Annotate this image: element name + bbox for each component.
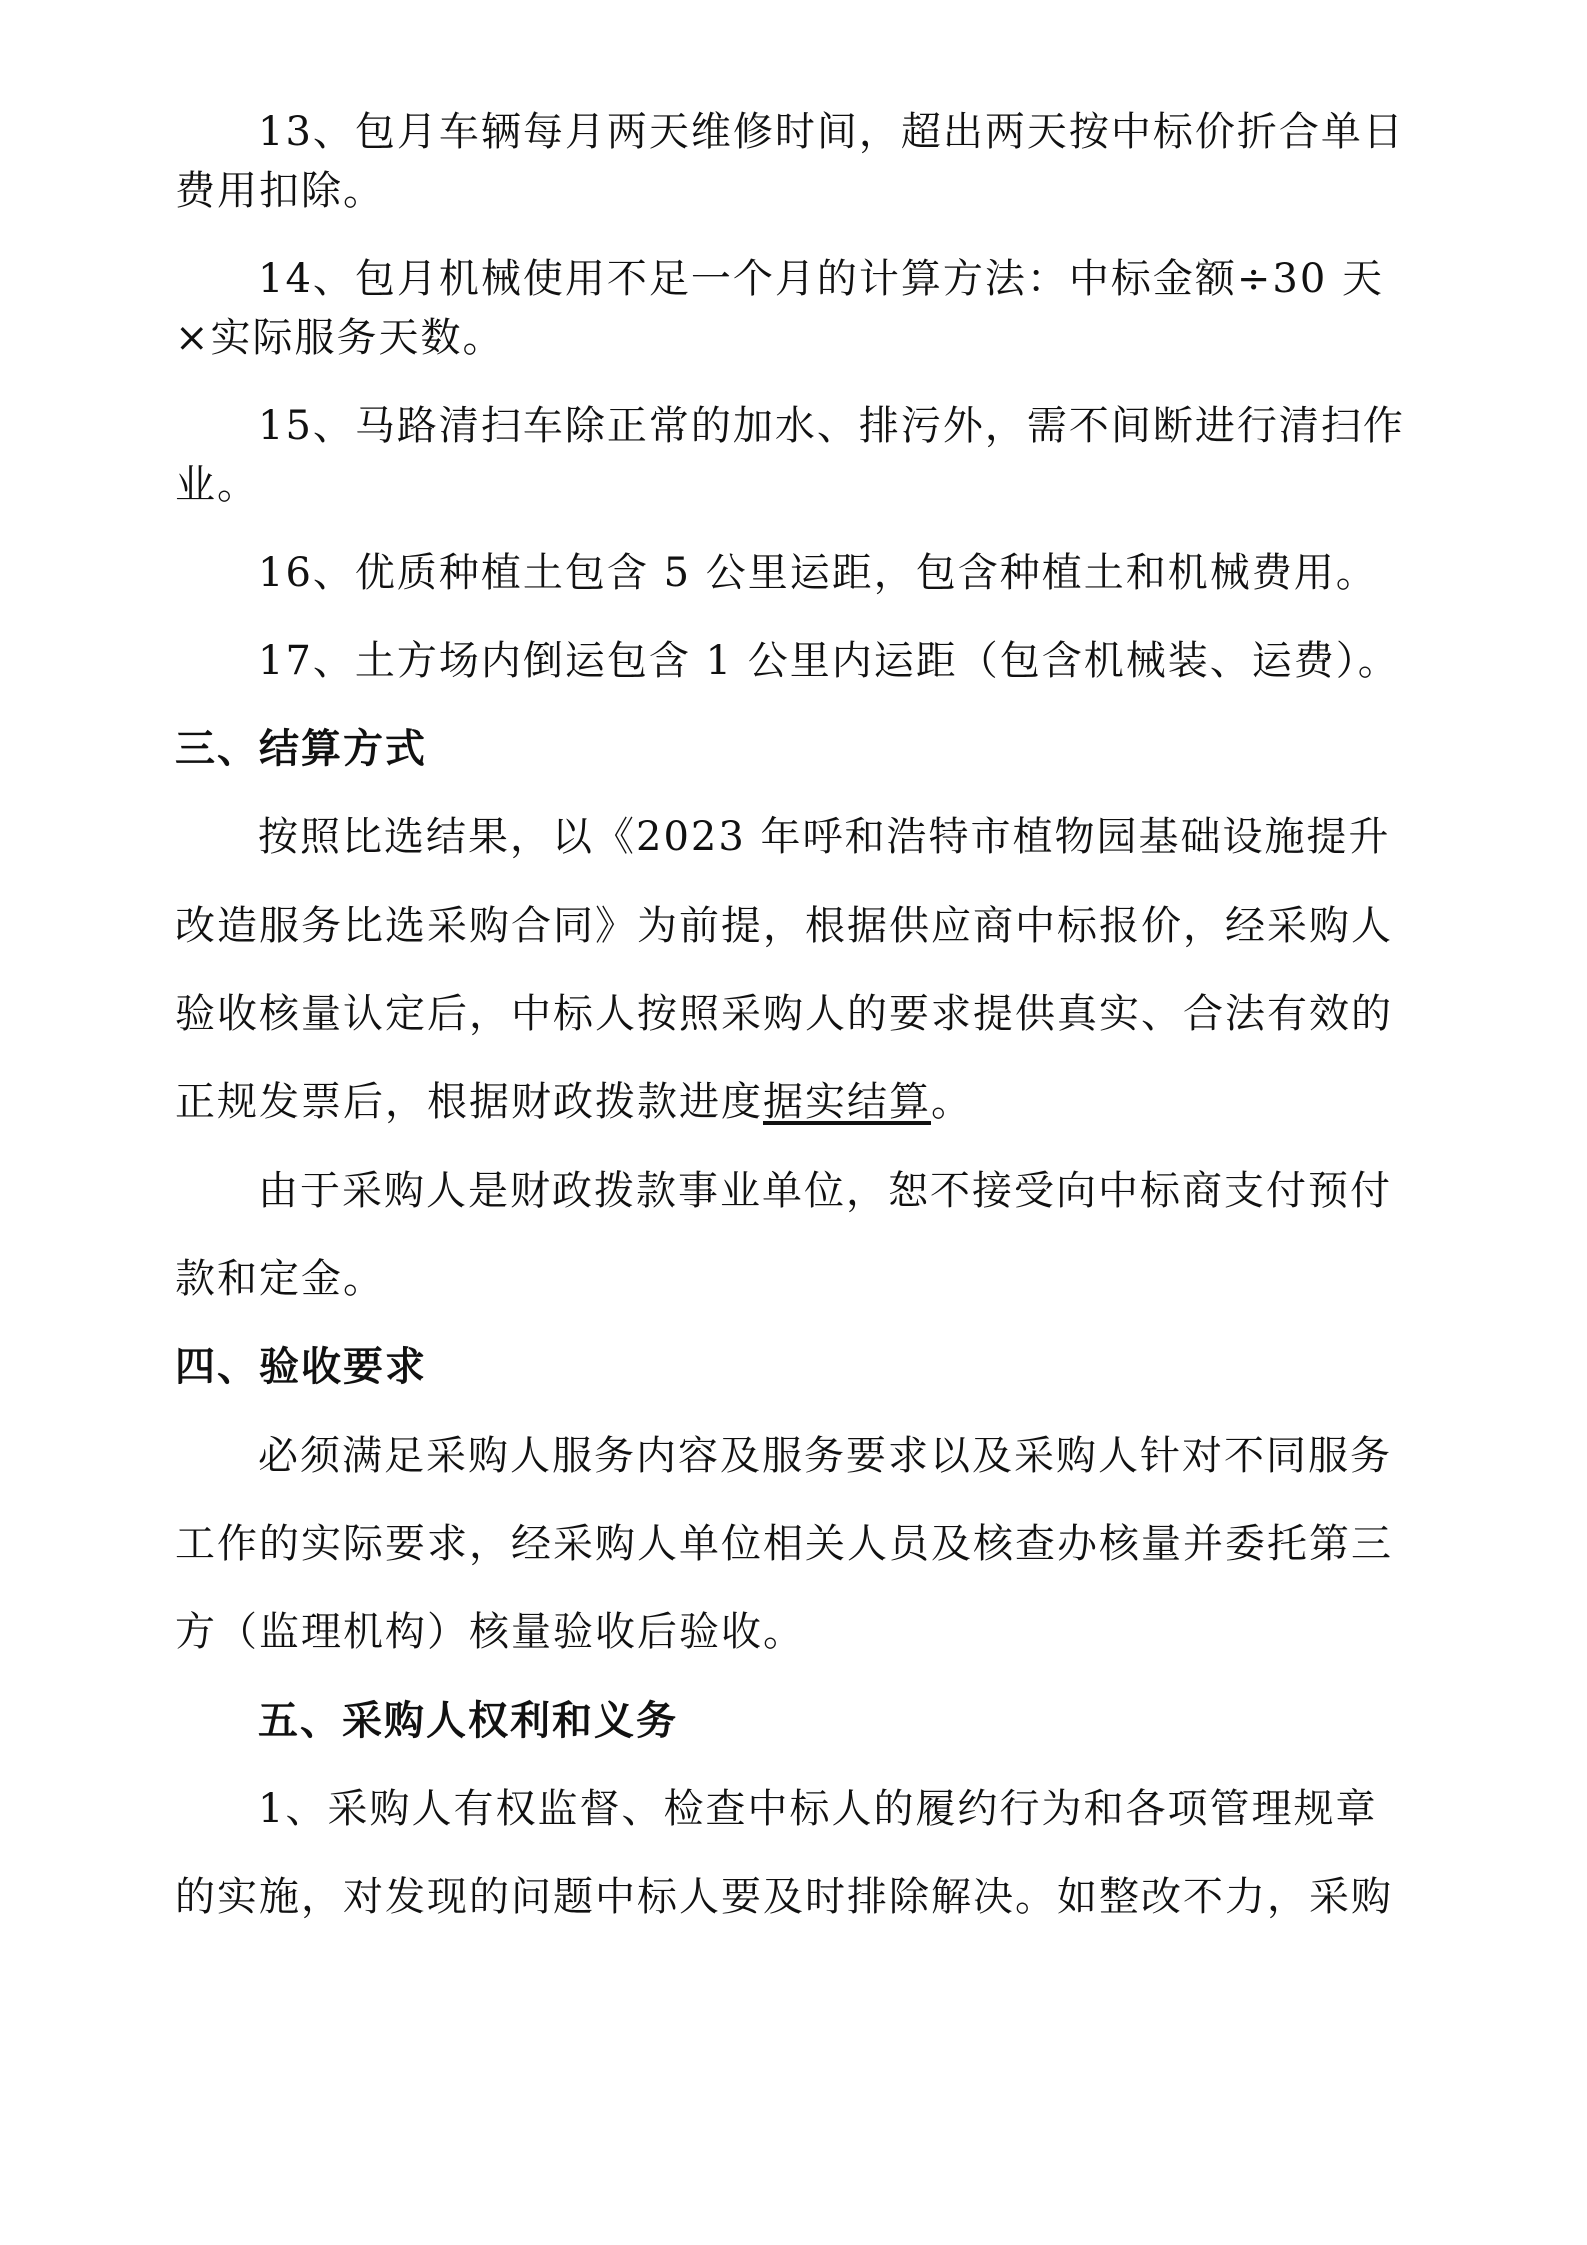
settlement-period: 。	[931, 1079, 973, 1125]
item-15-line-1: 15、马路清扫车除正常的加水、排污外，需不间断进行清扫作	[258, 403, 1405, 449]
item-13-line-2: 费用扣除。	[175, 168, 385, 214]
section-5-para-1-line-2: 的实施，对发现的问题中标人要及时排除解决。如整改不力，采购	[175, 1874, 1393, 1920]
section-3-para-2-line-1: 由于采购人是财政拨款事业单位，恕不接受向中标商支付预付	[258, 1168, 1392, 1214]
section-3-para-1-line-1: 按照比选结果，以《2023 年呼和浩特市植物园基础设施提升	[258, 814, 1391, 860]
section-3-para-1-line-2: 改造服务比选采购合同》为前提，根据供应商中标报价，经采购人	[175, 903, 1393, 949]
section-5-heading: 五、采购人权利和义务	[258, 1698, 678, 1744]
item-15-line-2: 业。	[175, 462, 259, 508]
section-5-para-1-line-1: 1、采购人有权监督、检查中标人的履约行为和各项管理规章	[258, 1786, 1378, 1832]
section-4-para-1-line-1: 必须满足采购人服务内容及服务要求以及采购人针对不同服务	[258, 1433, 1392, 1479]
section-3-para-1-line-4	[175, 1073, 1425, 1131]
section-3-heading: 三、结算方式	[175, 726, 427, 772]
item-14-line-1: 14、包月机械使用不足一个月的计算方法：中标金额÷30 天	[258, 256, 1385, 302]
section-3-para-1-line-3: 验收核量认定后，中标人按照采购人的要求提供真实、合法有效的	[175, 991, 1393, 1037]
section-4-heading: 四、验收要求	[175, 1344, 427, 1390]
section-3-para-2-line-2: 款和定金。	[175, 1256, 385, 1302]
item-14-line-2: ×实际服务天数。	[175, 315, 505, 361]
settlement-text: 正规发票后，根据财政拨款进度	[175, 1079, 763, 1125]
item-17: 17、土方场内倒运包含 1 公里内运距（包含机械装、运费）。	[258, 638, 1400, 684]
section-4-para-1-line-3: 方（监理机构）核量验收后验收。	[175, 1609, 805, 1655]
settlement-underlined-text: 据实结算	[763, 1079, 931, 1125]
section-4-para-1-line-2: 工作的实际要求，经采购人单位相关人员及核查办核量并委托第三	[175, 1521, 1393, 1567]
item-16: 16、优质种植土包含 5 公里运距，包含种植土和机械费用。	[258, 550, 1378, 596]
item-13-line-1: 13、包月车辆每月两天维修时间，超出两天按中标价折合单日	[258, 109, 1405, 155]
